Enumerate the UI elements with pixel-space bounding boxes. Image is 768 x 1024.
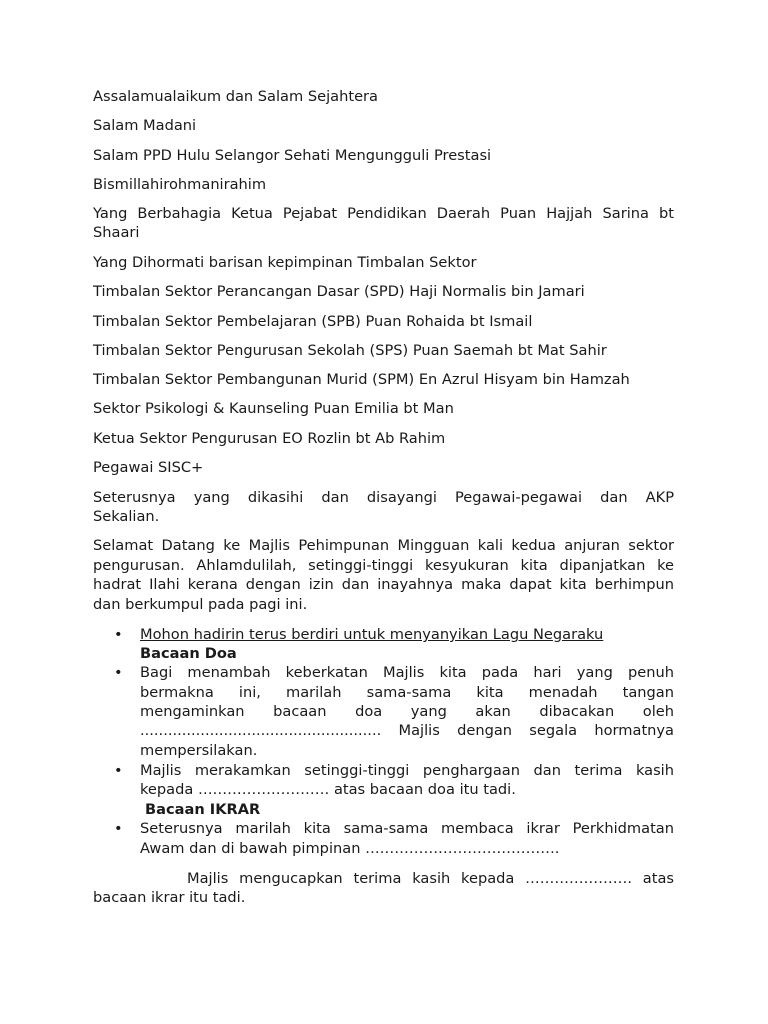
ikrar-line: Awam dan di bawah pimpinan ………………………………….: [140, 840, 560, 857]
official-line: Sektor Psikologi & Kaunseling Puan Emilia bt Man: [93, 400, 454, 417]
doa-line: Bagi menambah keberkatan Majlis kita pada hari yang penuh: [140, 664, 674, 681]
dihormati-line: Yang Dihormati barisan kepimpinan Timbalan Sektor: [93, 254, 477, 271]
penghargaan-line: Majlis merakamkan setinggi-tinggi penghargaan dan terima kasih: [140, 762, 674, 779]
bullet-icon: •: [114, 626, 123, 643]
greeting-line: Bismillahirohmanirahim: [93, 176, 267, 193]
official-line: Timbalan Sektor Pembelajaran (SPB) Puan Rohaida bt Ismail: [93, 313, 533, 330]
negaraku-instruction: Mohon hadirin terus berdiri untuk menyanyikan Lagu Negaraku: [140, 626, 604, 643]
welcome-line: Selamat Datang ke Majlis Pehimpunan Mingguan kali kedua anjuran sektor: [93, 537, 674, 554]
ikrar-line: Seterusnya marilah kita sama-sama membaca ikrar Perkhidmatan: [140, 820, 674, 837]
closing-line: Majlis mengucapkan terima kasih kepada …………………. atas: [187, 870, 674, 887]
seterusnya-line: Seterusnya yang dikasihi dan disayangi Pegawai-pegawai dan AKP: [93, 489, 674, 506]
bacaan-ikrar-heading: Bacaan IKRAR: [145, 801, 261, 818]
closing-line: bacaan ikrar itu tadi.: [93, 889, 246, 906]
doa-line: mengaminkan bacaan doa yang akan dibacakan oleh: [140, 703, 674, 720]
welcome-line: dan berkumpul pada pagi ini.: [93, 596, 308, 613]
bullet-icon: •: [114, 664, 123, 681]
berbahagia-line: Shaari: [93, 224, 140, 241]
doa-line: .................................................... Majlis dengan segala hormatnya: [140, 722, 674, 739]
seterusnya-line: Sekalian.: [93, 508, 160, 525]
greeting-line: Assalamualaikum dan Salam Sejahtera: [93, 88, 378, 105]
bullet-icon: •: [114, 820, 123, 837]
official-line: Pegawai SISC+: [93, 459, 204, 476]
official-line: Ketua Sektor Pengurusan EO Rozlin bt Ab Rahim: [93, 430, 446, 447]
doa-line: bermakna ini, marilah sama-sama kita menadah tangan: [140, 684, 674, 701]
bullet-icon: •: [114, 762, 123, 779]
welcome-line: pengurusan. Ahlamdulilah, setinggi-tinggi kesyukuran kita dipanjatkan ke: [93, 557, 674, 574]
official-line: Timbalan Sektor Perancangan Dasar (SPD) Haji Normalis bin Jamari: [93, 283, 585, 300]
greeting-line: Salam PPD Hulu Selangor Sehati Mengungguli Prestasi: [93, 147, 492, 164]
berbahagia-line: Yang Berbahagia Ketua Pejabat Pendidikan Daerah Puan Hajjah Sarina bt: [93, 205, 674, 222]
penghargaan-line: kepada ……………………… atas bacaan doa itu tadi.: [140, 781, 516, 798]
greeting-line: Salam Madani: [93, 117, 197, 134]
bacaan-doa-heading: Bacaan Doa: [140, 645, 237, 662]
official-line: Timbalan Sektor Pembangunan Murid (SPM) En Azrul Hisyam bin Hamzah: [93, 371, 630, 388]
doa-line: mempersilakan.: [140, 742, 258, 759]
official-line: Timbalan Sektor Pengurusan Sekolah (SPS) Puan Saemah bt Mat Sahir: [93, 342, 607, 359]
welcome-line: hadrat Ilahi kerana dengan izin dan inayahnya maka dapat kita berhimpun: [93, 576, 674, 593]
